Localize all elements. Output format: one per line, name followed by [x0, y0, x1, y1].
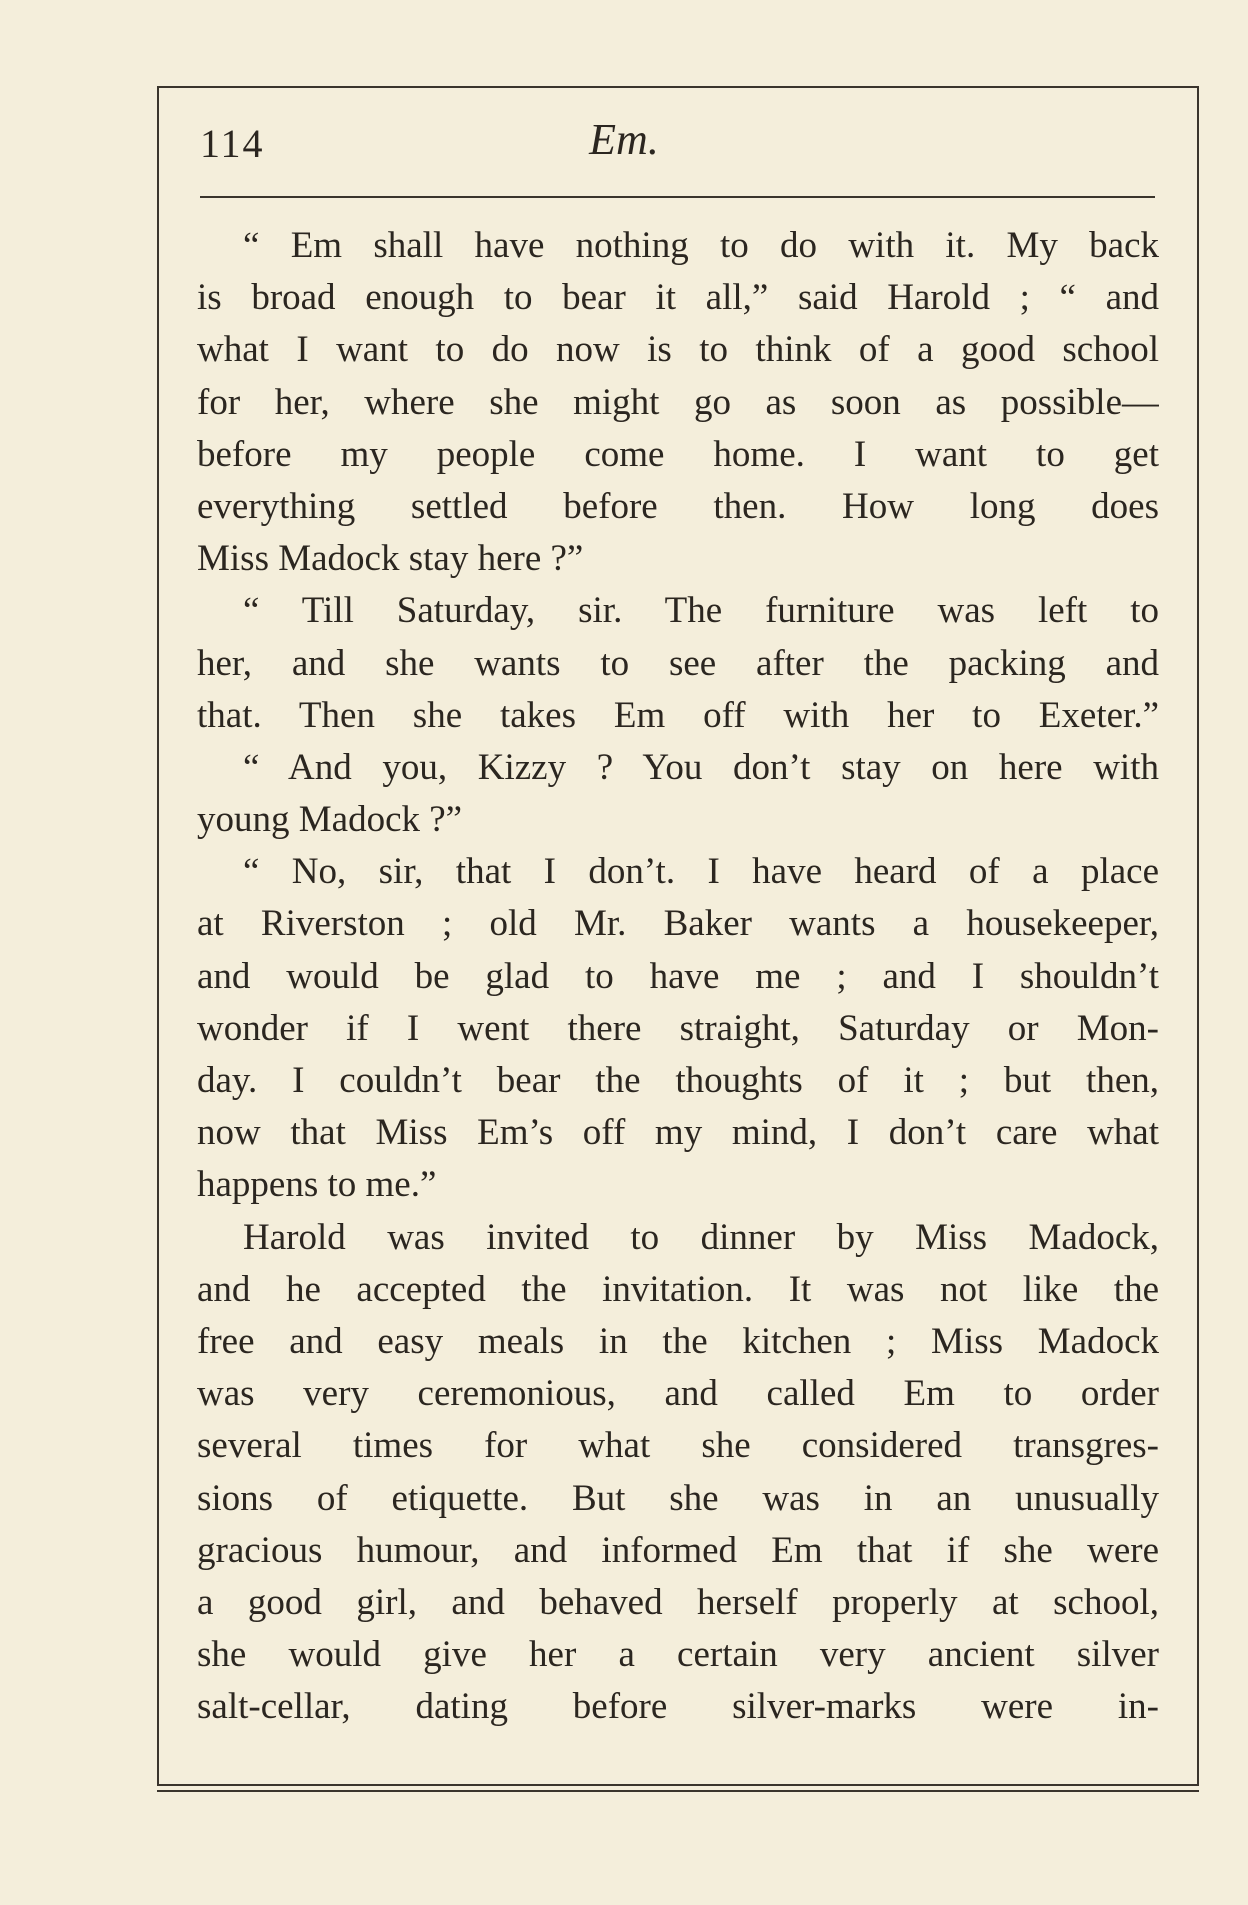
text-line: at Riverston ; old Mr. Baker wants a housekeeper,	[197, 903, 1159, 945]
text-line: is broad enough to bear it all,” said Harold ; “ and	[197, 277, 1159, 319]
frame-bottom-rule	[157, 1790, 1199, 1792]
text-line: sions of etiquette. But she was in an unusually	[197, 1477, 1159, 1519]
text-line: before my people come home. I want to get	[197, 433, 1159, 475]
text-line: everything settled before then. How long does	[197, 485, 1159, 527]
text-line: for her, where she might go as soon as possible—	[197, 381, 1159, 423]
running-title: Em.	[589, 115, 659, 164]
text-line: what I want to do now is to think of a good school	[197, 329, 1159, 371]
body-text	[197, 220, 1159, 1733]
text-line: was very ceremonious, and called Em to order	[197, 1373, 1159, 1415]
text-line: wonder if I went there straight, Saturday or Mon-	[197, 1007, 1159, 1049]
text-line: happens to me.”	[197, 1164, 437, 1206]
header-rule	[200, 196, 1155, 198]
text-line: and he accepted the invitation. It was not like the	[197, 1268, 1159, 1310]
text-line: “ Em shall have nothing to do with it. My back	[243, 225, 1159, 266]
text-line: Harold was invited to dinner by Miss Madock,	[243, 1216, 1159, 1258]
text-line: now that Miss Em’s off my mind, I don’t care what	[197, 1112, 1159, 1154]
text-line: and would be glad to have me ; and I shouldn’t	[197, 955, 1159, 997]
text-line: that. Then she takes Em off with her to Exeter.”	[197, 694, 1159, 736]
text-line: salt-cellar, dating before silver-marks were in-	[197, 1686, 1159, 1728]
text-line: she would give her a certain very ancient silver	[197, 1634, 1159, 1676]
text-line: several times for what she considered transgres-	[197, 1425, 1159, 1467]
text-line: her, and she wants to see after the packing and	[197, 642, 1159, 684]
text-line: “ Till Saturday, sir. The furniture was left to	[243, 590, 1159, 632]
text-line: day. I couldn’t bear the thoughts of it ; but then,	[197, 1060, 1159, 1101]
text-line: free and easy meals in the kitchen ; Miss Madock	[197, 1320, 1159, 1362]
text-line: “ And you, Kizzy ? You don’t stay on here with	[243, 746, 1159, 788]
text-line: “ No, sir, that I don’t. I have heard of a place	[243, 851, 1159, 893]
page-number: 114	[200, 121, 265, 166]
text-line: Miss Madock stay here ?”	[197, 538, 584, 580]
text-line: young Madock ?”	[197, 799, 463, 841]
text-line: gracious humour, and informed Em that if she were	[197, 1529, 1159, 1571]
text-line: a good girl, and behaved herself properly at school,	[197, 1581, 1159, 1623]
